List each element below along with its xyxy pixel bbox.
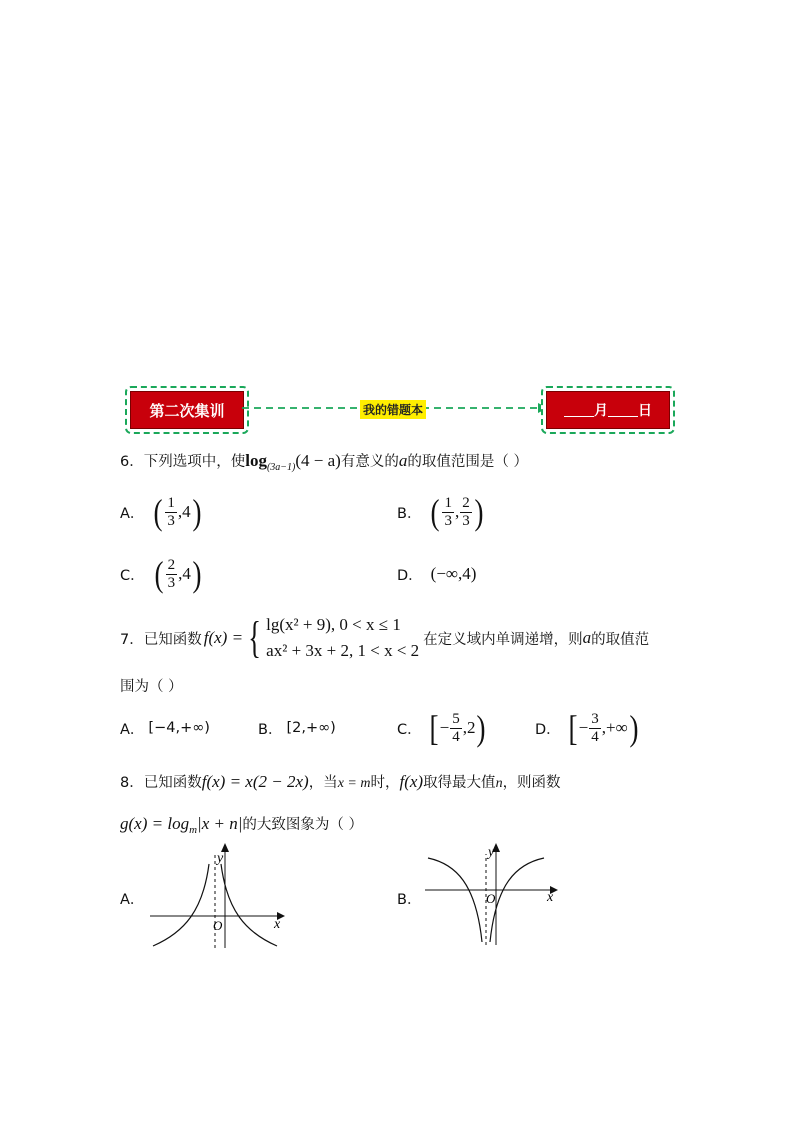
- q8-fx: f(x) = x(2 − 2x): [201, 772, 309, 791]
- q8-mid3: 取得最大值: [423, 775, 496, 791]
- q8-mid2: 时，: [370, 775, 400, 791]
- q8-b-y-label: y: [488, 845, 495, 860]
- q7-case1: lg(x² + 9), 0 < x ≤ 1: [266, 615, 401, 634]
- q6-log: log: [245, 451, 267, 470]
- q6-b-den1: 3: [444, 512, 452, 529]
- q7-d-den: 4: [591, 728, 599, 745]
- q6-suffix2: 的取值范围是（ ）: [407, 454, 528, 470]
- q6-option-a[interactable]: A． ( $\frac{1}{3}$ ,4): [120, 492, 202, 532]
- q7-stem-line2: 围为（ ）: [120, 679, 183, 695]
- q7-fx: f(x) =: [203, 628, 244, 647]
- q8-b-x-label: x: [547, 890, 554, 905]
- q7-option-c[interactable]: C． [− $\frac{5}{4}$ ,2): [397, 708, 486, 748]
- q8-n: n: [495, 776, 503, 791]
- q7-b-label: B．: [258, 721, 283, 738]
- q7-suffix2: 的取值范: [591, 631, 650, 648]
- q6-log-arg: (4 − a): [295, 451, 341, 470]
- q8-graph-a[interactable]: [145, 840, 290, 952]
- q8-mid1: ，当: [308, 775, 338, 791]
- q6-option-c[interactable]: C． ( $\frac{2}{3}$ ,4): [120, 554, 202, 594]
- q8-gabs: |x + n|: [197, 814, 243, 833]
- q7-option-a[interactable]: [120, 706, 210, 750]
- date-box: [546, 391, 670, 429]
- q7-var: a: [582, 628, 592, 647]
- q8-cond: x = m: [337, 776, 371, 791]
- q7-stem: [120, 610, 649, 666]
- q6-b-label: B．: [397, 505, 422, 522]
- mistake-notebook-label: 我的错题本: [360, 400, 426, 419]
- q8-a-x-label: x: [274, 917, 281, 932]
- q8-a-origin-label: O: [213, 918, 223, 933]
- q8-prefix: 8．已知函数: [120, 775, 202, 791]
- q7-case2: ax² + 3x + 2, 1 < x < 2: [266, 641, 420, 660]
- q6-c-label: C．: [120, 567, 145, 584]
- q8-b-origin-label: O: [486, 891, 496, 906]
- q6-suffix1: 有意义的: [340, 454, 399, 470]
- q8-fx2: f(x): [399, 772, 424, 791]
- q6-option-d[interactable]: [397, 552, 476, 596]
- q7-option-d[interactable]: D． [− $\frac{3}{4}$ ,+∞): [535, 708, 639, 748]
- q6-b-num1: 1: [444, 494, 452, 511]
- q6-stem: [120, 450, 528, 479]
- q8-stem-line2: [120, 812, 363, 842]
- month-blank[interactable]: [564, 404, 594, 417]
- q6-b-den2: 3: [462, 512, 470, 529]
- q6-c-tail: ,4: [178, 564, 191, 583]
- q7-a-label: A．: [120, 721, 145, 738]
- q8-stem: [120, 770, 561, 796]
- q7-c-label: C．: [397, 721, 422, 738]
- date-tag: [541, 386, 675, 434]
- q8-tail: 的大致图象为（ ）: [242, 817, 363, 833]
- day-label: 日: [638, 403, 652, 419]
- q8-mid4: ，则函数: [502, 775, 561, 791]
- day-blank[interactable]: [608, 404, 638, 417]
- q7-c-den: 4: [452, 728, 460, 745]
- q7-c-tail: ,2: [462, 718, 476, 737]
- session-tag: [125, 386, 249, 434]
- q7-d-label: D．: [535, 721, 561, 738]
- q8-gsub: m: [189, 823, 198, 836]
- q7-d-tail: ,+∞: [601, 718, 628, 737]
- q7-option-b[interactable]: [258, 706, 336, 750]
- q6-c-den: 3: [167, 574, 176, 591]
- q6-c-num: 2: [167, 556, 176, 573]
- q6-var: a: [398, 451, 408, 470]
- q7-c-num: 5: [452, 710, 460, 727]
- q6-b-num2: 2: [462, 494, 470, 511]
- q7-brace: {: [248, 613, 261, 662]
- q6-d-value: (−∞,4): [430, 564, 477, 583]
- q6-prefix: 6．下列选项中，使: [120, 454, 246, 470]
- q8-graph-b[interactable]: [420, 840, 565, 952]
- q7-suffix: 在定义域内单调递增，则: [423, 631, 583, 648]
- q7-prefix: 7．已知函数: [120, 631, 202, 648]
- q7-b-value: [2,+∞): [286, 720, 336, 736]
- q8-a-y-label: y: [217, 851, 224, 866]
- q8-option-a-label[interactable]: A．: [120, 892, 145, 908]
- q6-a-tail: ,4: [177, 502, 191, 521]
- month-label: 月: [594, 403, 608, 419]
- q6-log-base: (3a−1): [266, 461, 296, 473]
- q8-gx: g(x) = log: [120, 814, 190, 833]
- q7-a-value: [−4,+∞): [148, 720, 210, 736]
- q6-d-label: D．: [397, 567, 423, 584]
- q8-option-b-label[interactable]: B．: [397, 892, 422, 908]
- session-label: 第二次集训: [130, 391, 244, 429]
- q7-d-num: 3: [591, 710, 599, 727]
- q6-a-num: 1: [167, 494, 175, 511]
- q6-a-label: A．: [120, 505, 145, 522]
- q6-option-b[interactable]: B． ( $\frac{1}{3}$ , $\frac{2}{3}$ ): [397, 492, 484, 532]
- q6-a-den: 3: [167, 512, 175, 529]
